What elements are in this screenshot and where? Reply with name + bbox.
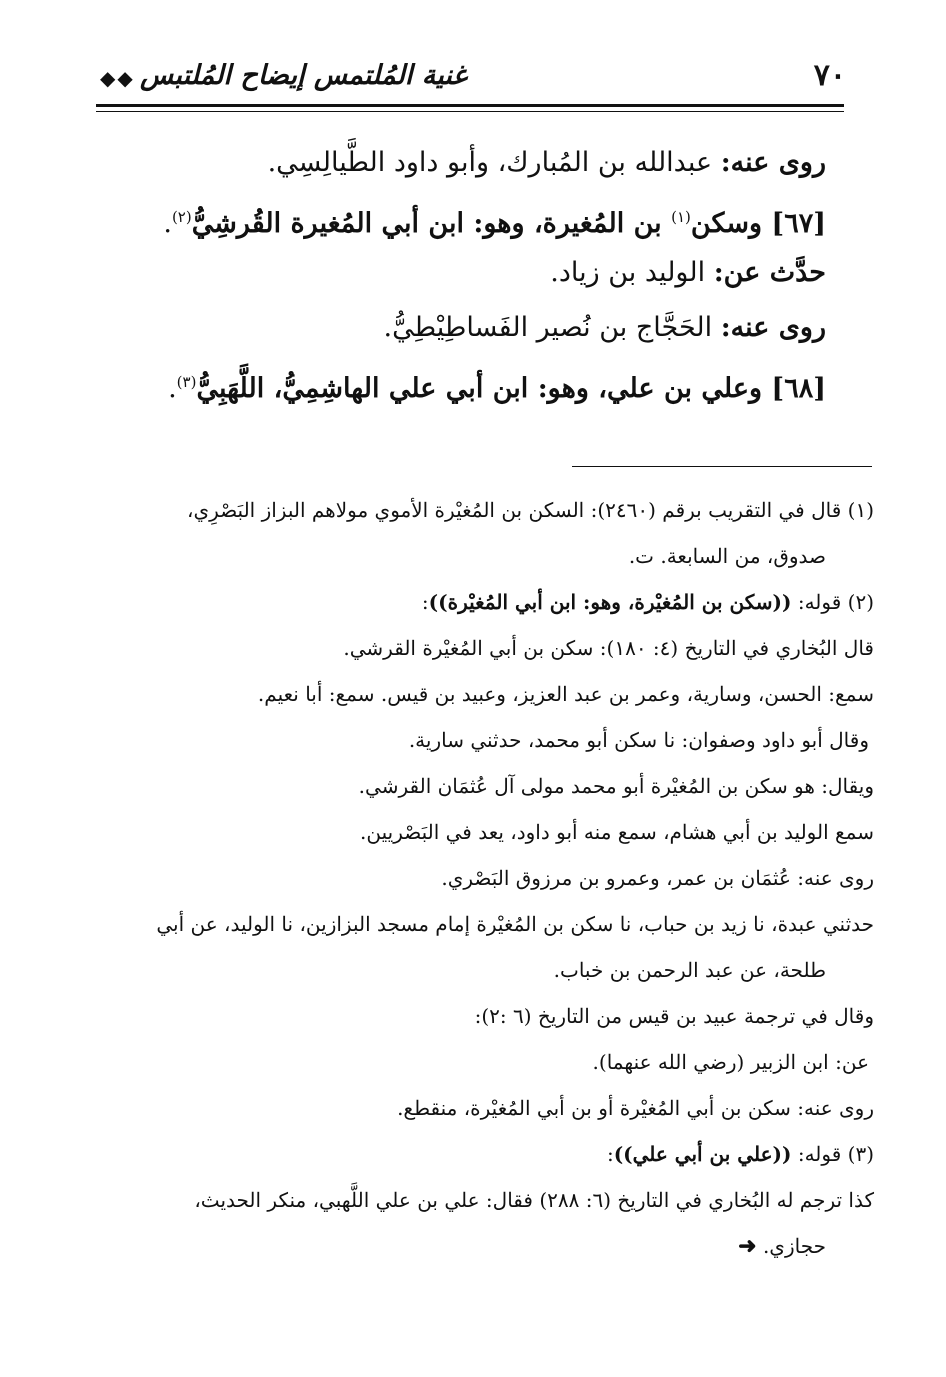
footnote-line: روى عنه: سكن بن أبي المُغيْرة أو بن أبي المُغيْرة، منقطع.: [397, 1096, 874, 1120]
footnote-line: ويقال: هو سكن بن المُغيْرة أبو محمد مولى آل عُثمَان القرشي.: [358, 774, 874, 798]
entry-68: [٦٨] وعلي بن علي، وهو: ابن أبي علي الهاشِمِيُّ، اللَّهَبِيُّ$^{(٣)}$.: [168, 373, 826, 404]
entry-67: [٦٧] وسكن$^{(١)}$ بن المُغيرة، وهو: ابن أبي المُغيرة القُرشِيُّ$^{(٢)}$.: [163, 208, 826, 239]
footnote-line: روى عنه: عُثمَان بن عمر، وعمرو بن مرزوق البَصْري.: [441, 866, 874, 890]
footnote-line: طلحة، عن عبد الرحمن بن خباب.: [553, 958, 826, 982]
main-text: [110, 135, 826, 410]
footnote-line: صدوق، من السابعة. ت.: [628, 544, 826, 568]
running-title: غنية المُلتمس إيضاح المُلتبس: [140, 60, 467, 91]
footnotes: [96, 487, 874, 1269]
footnote-line: حدثني عبدة، نا زيد بن حباب، نا سكن بن المُغيْرة إمام مسجد البزازين، نا الوليد، عن أبي: [156, 912, 874, 936]
footnote-line: وقال أبو داود وصفوان: نا سكن أبو محمد، حدثني سارية.: [408, 728, 869, 752]
footnote-line: سمع: الحسن، وسارية، وعمر بن عبد العزيز، وعبيد بن قيس. سمع: أبا نعيم.: [257, 682, 874, 706]
footnote-line: كذا ترجم له البُخاري في التاريخ (٦: ٢٨٨) فقال: علي بن علي اللَّهبي، منكر الحديث،: [194, 1188, 874, 1212]
header-rule: [96, 104, 844, 107]
footnote-line: وقال في ترجمة عبيد بن قيس من التاريخ (٦ :٢):: [474, 1004, 874, 1028]
main-line: روى عنه: الحَجَّاج بن نُصير الفَساطِيْطِيُّ.: [383, 312, 826, 343]
page-number: ٧٠: [813, 58, 846, 93]
footnote-line: حجازي. ➜: [738, 1233, 826, 1259]
footnote-line: (٣) قوله: ((علي بن أبي علي)):: [606, 1142, 874, 1166]
main-line: روى عنه: عبدالله بن المُبارك، وأبو داود الطَّيالِسِي.: [267, 147, 826, 178]
header-rule-thin: [96, 111, 844, 112]
footnote-line: (١) قال في التقريب برقم (٢٤٦٠): السكن بن المُغيْرة الأموي مولاهم البزاز البَصْرِي،: [187, 498, 874, 522]
footnote-ref: (٣): [176, 373, 197, 391]
footnote-ref: (٢): [171, 208, 192, 226]
header-ornament: ◆◆: [100, 66, 135, 90]
footnote-line: عن: ابن الزبير (رضي الله عنهما).: [592, 1050, 869, 1074]
footnote-line: قال البُخاري في التاريخ (٤: ١٨٠): سكن بن أبي المُغيْرة القرشي.: [343, 636, 874, 660]
footnote-line: (٢) قوله: ((سكن بن المُغيْرة، وهو: ابن أبي المُغيْرة)):: [421, 590, 874, 614]
footnote-separator: [572, 466, 872, 467]
main-line: حدَّث عن: الوليد بن زياد.: [550, 257, 826, 288]
continuation-arrow-icon: ➜: [738, 1233, 757, 1259]
footnote-line: سمع الوليد بن أبي هشام، سمع منه أبو داود، يعد في البَصْريين.: [360, 820, 874, 844]
footnote-ref: (١): [671, 208, 691, 226]
